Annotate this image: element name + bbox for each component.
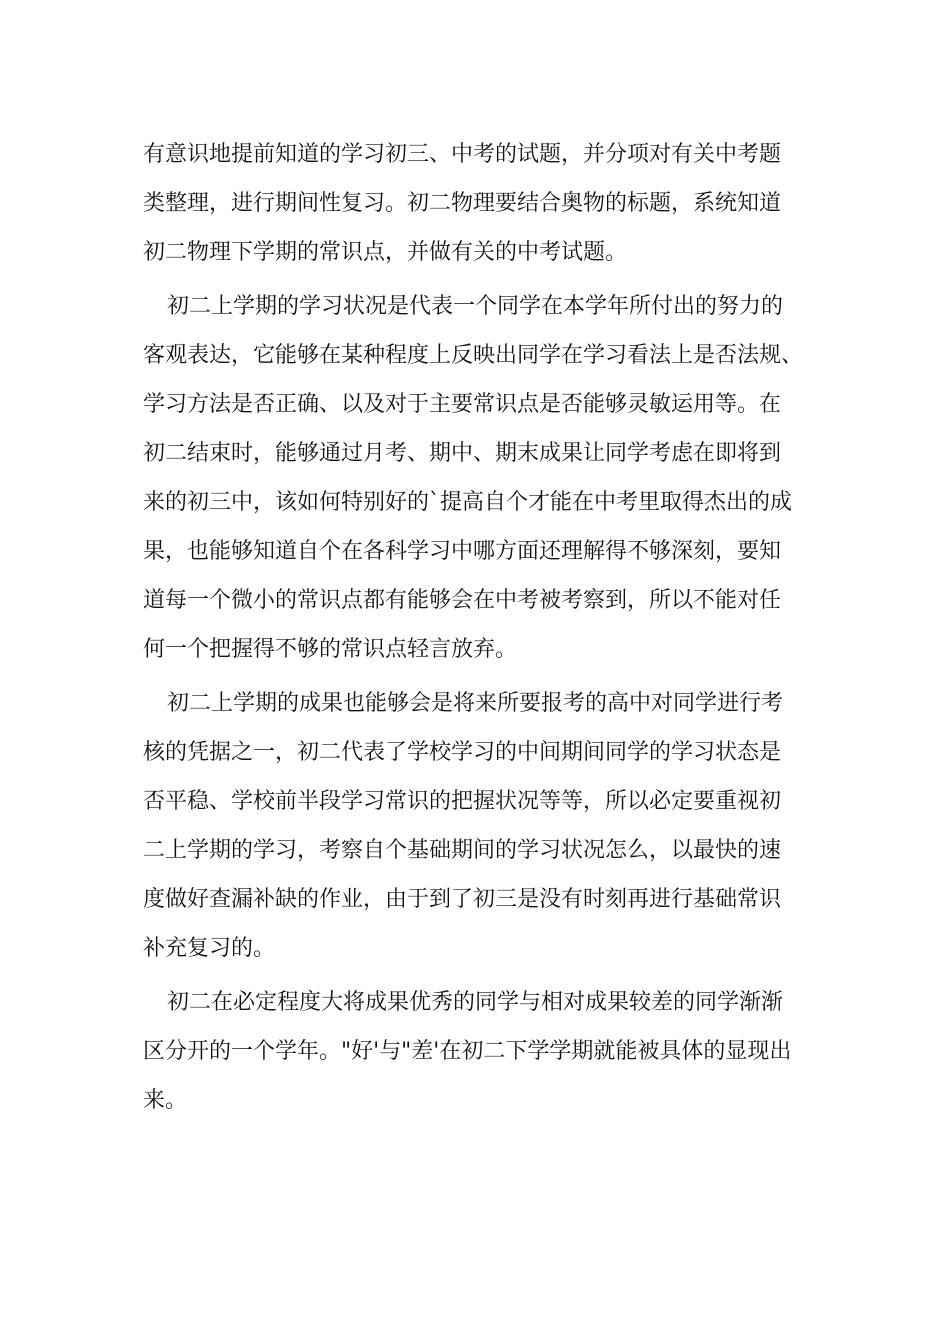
paragraph-3 — [143, 679, 823, 973]
text-line: 果，也能够知道自个在各科学习中哪方面还理解得不够深刻，要知 — [143, 539, 782, 564]
text-line: 类整理，进行期间性复习。初二物理要结合奥物的标题，系统知道 — [143, 191, 782, 216]
paragraph-4 — [143, 978, 823, 1125]
text-line: 客观表达，它能够在某种程度上反映出同学在学习看法上是否法规、 — [143, 343, 804, 368]
text-line: 度做好查漏补缺的作业，由于到了初三是没有时刻再进行基础常识 — [143, 887, 782, 912]
text-line: 来。 — [143, 1088, 188, 1113]
text-line: 核的凭据之一，初二代表了学校学习的中间期间同学的学习状态是 — [143, 740, 782, 765]
text-line: 二上学期的学习，考察自个基础期间的学习状况怎么，以最快的速 — [143, 838, 782, 863]
text-line: 道每一个微小的常识点都有能够会在中考被考察到，所以不能对任 — [143, 588, 782, 613]
text-line: 否平稳、学校前半段学习常识的把握状况等等，所以必定要重视初 — [143, 789, 782, 814]
text-line: 何一个把握得不够的常识点轻言放弃。 — [143, 637, 518, 662]
text-line: 有意识地提前知道的学习初三、中考的试题，并分项对有关中考题 — [143, 142, 782, 167]
text-line: 补充复习的。 — [143, 936, 276, 961]
text-line: 初二结束时，能够通过月考、期中、期末成果让同学考虑在即将到 — [143, 441, 782, 466]
text-line: 初二物理下学期的常识点，并做有关的中考试题。 — [143, 240, 628, 265]
paragraph-2 — [143, 282, 823, 674]
text-line: 初二上学期的成果也能够会是将来所要报考的高中对同学进行考 — [167, 691, 784, 716]
text-line: 初二在必定程度大将成果优秀的同学与相对成果较差的同学渐渐 — [167, 990, 784, 1015]
text-line: 区分开的一个学年。"好'与"差'在初二下学学期就能被具体的显现出 — [143, 1039, 792, 1064]
text-line: 来的初三中，该如何特别好的`提高自个才能在中考里取得杰出的成 — [143, 490, 793, 515]
text-line: 学习方法是否正确、以及对于主要常识点是否能够灵敏运用等。在 — [143, 392, 782, 417]
paragraph-1 — [143, 130, 823, 277]
text-line: 初二上学期的学习状况是代表一个同学在本学年所付出的努力的 — [167, 294, 784, 319]
document-body — [143, 130, 823, 1125]
